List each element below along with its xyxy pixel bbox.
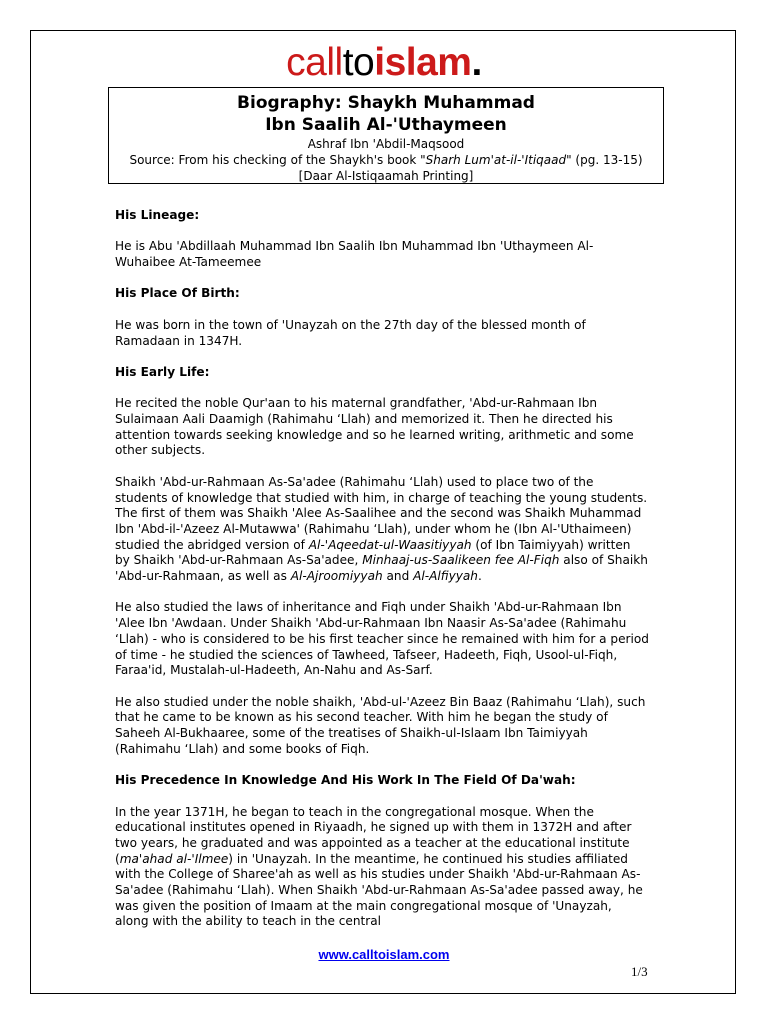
logo-islam: islam bbox=[374, 41, 472, 84]
calltoislam-logo bbox=[0, 40, 768, 86]
text-span: . bbox=[477, 569, 482, 584]
title-box bbox=[108, 87, 664, 184]
title-line-2: Ibn Saalih Al-'Uthaymeen bbox=[265, 115, 507, 135]
book-title: Al-'Aqeedat-ul-Waasitiyyah bbox=[308, 537, 472, 552]
source-book: "Sharh Lum'at-il-'Itiqaad" bbox=[420, 153, 572, 167]
page-number: 1/3 bbox=[631, 964, 648, 979]
text-span: also of Shaikh 'Abd-ur-Rahmaan, as well as bbox=[115, 553, 648, 584]
source-suffix: (pg. 13-15) [Daar Al-Istiqaamah Printing] bbox=[298, 153, 643, 183]
text-span: In the year 1371H, he began to teach in the congregational mosque. When the educational institutes opened in Riyaadh, he signed up with them in 1372H and after two years, he graduated and was appointed as a teacher at the educational institute ( bbox=[115, 804, 632, 866]
book-title: Al-Alfiyyah bbox=[413, 569, 478, 584]
text-span: and bbox=[382, 569, 414, 584]
heading-precedence: His Precedence In Knowledge And His Work In The Field Of Da'wah: bbox=[115, 773, 576, 788]
source-line bbox=[109, 152, 663, 184]
heading-lineage: His Lineage: bbox=[115, 208, 200, 222]
logo-call: call bbox=[286, 41, 343, 84]
paragraph-early-life-2 bbox=[115, 475, 649, 585]
text-span: ) in 'Unayzah. In the meantime, he continued his studies affiliated with the College of Sharee'ah as well as his studies under Shaikh 'Abd-ur-Rahmaan As-Sa'adee (Rahimahu ‘Llah). When Shaikh 'Abd-ur-Rahmaan As-Sa'adee passed away, he was given the position of Imaam at the main congregational mosque of 'Unayzah, along with the ability to teach in the central bbox=[115, 851, 643, 929]
text-span: (of Ibn Taimiyyah) written by Shaikh 'Abd-ur-Rahmaan As-Sa'adee, bbox=[115, 537, 631, 568]
document-title bbox=[109, 92, 663, 136]
paragraph-precedence-1 bbox=[115, 805, 649, 931]
author-byline: Ashraf Ibn 'Abdil-Maqsood bbox=[307, 137, 465, 151]
paragraph-early-life-4: He also studied under the noble shaikh, 'Abd-ul-'Azeez Bin Baaz (Rahimahu ‘Llah), such that he came to be known as his second teacher. With him he began the study of Saheeh Al-Bukhaaree, some of the treatises of Shaikh-ul-Islaam Ibn Taimiyyah (Rahimahu ‘Llah) and some books of Fiqh. bbox=[115, 694, 646, 756]
institute-name: ma'ahad al-'Ilmee bbox=[119, 851, 229, 866]
source-prefix: Source: From his checking of the Shaykh's book bbox=[129, 153, 421, 167]
paragraph-early-life-3: He also studied the laws of inheritance and Fiqh under Shaikh 'Abd-ur-Rahmaan Ibn 'Alee Ibn 'Awdaan. Under Shaikh 'Abd-ur-Rahmaan Ibn Naasir As-Sa'adee (Rahimahu ‘Llah) - who is considered to be his first teacher since he remained with him for a period of time - he studied the sciences of Tawheed, Tafseer, Hadeeth, Fiqh, Usool-ul-Fiqh, Faraa'id, Mustalah-ul-Hadeeth, An-Nahu and As-Sarf. bbox=[115, 600, 649, 678]
heading-early-life: His Early Life: bbox=[115, 364, 210, 379]
logo-dot: . bbox=[471, 41, 482, 84]
article-body bbox=[115, 208, 649, 930]
website-link[interactable]: www.calltoislam.com bbox=[318, 947, 450, 962]
book-title: Al-Ajroomiyyah bbox=[290, 569, 383, 584]
paragraph-birth: He was born in the town of 'Unayzah on the 27th day of the blessed month of Ramadaan in 1347H. bbox=[115, 317, 586, 348]
paragraph-early-life-1: He recited the noble Qur'aan to his maternal grandfather, 'Abd-ur-Rahmaan Ibn Sulaimaan Aali Daamigh (Rahimahu ‘Llah) and memorized it. Then he directed his attention towards seeking knowledge and so he learned writing, arithmetic and some other subjects. bbox=[115, 396, 634, 458]
book-title: Minhaaj-us-Saalikeen fee Al-Fiqh bbox=[362, 553, 560, 568]
logo-to: to bbox=[342, 41, 375, 84]
paragraph-lineage: He is Abu 'Abdillaah Muhammad Ibn Saalih Ibn Muhammad Ibn 'Uthaymeen Al-Wuhaibee At-Tameemee bbox=[115, 239, 594, 270]
text-span: Shaikh 'Abd-ur-Rahmaan As-Sa'adee (Rahimahu ‘Llah) used to place two of the students of knowledge that studied with him, in charge of teaching the young students. The first of them was Shaikh 'Alee As-Saalihee and the second was Shaikh Muhammad Ibn 'Abd-il-'Azeez Al-Mutawwa' (Rahimahu ‘Llah), under whom he (Ibn Al-'Uthaimeen) studied the abridged version of bbox=[115, 474, 648, 552]
title-line-1: Biography: Shaykh Muhammad bbox=[237, 93, 535, 113]
heading-birth: His Place Of Birth: bbox=[115, 286, 240, 301]
